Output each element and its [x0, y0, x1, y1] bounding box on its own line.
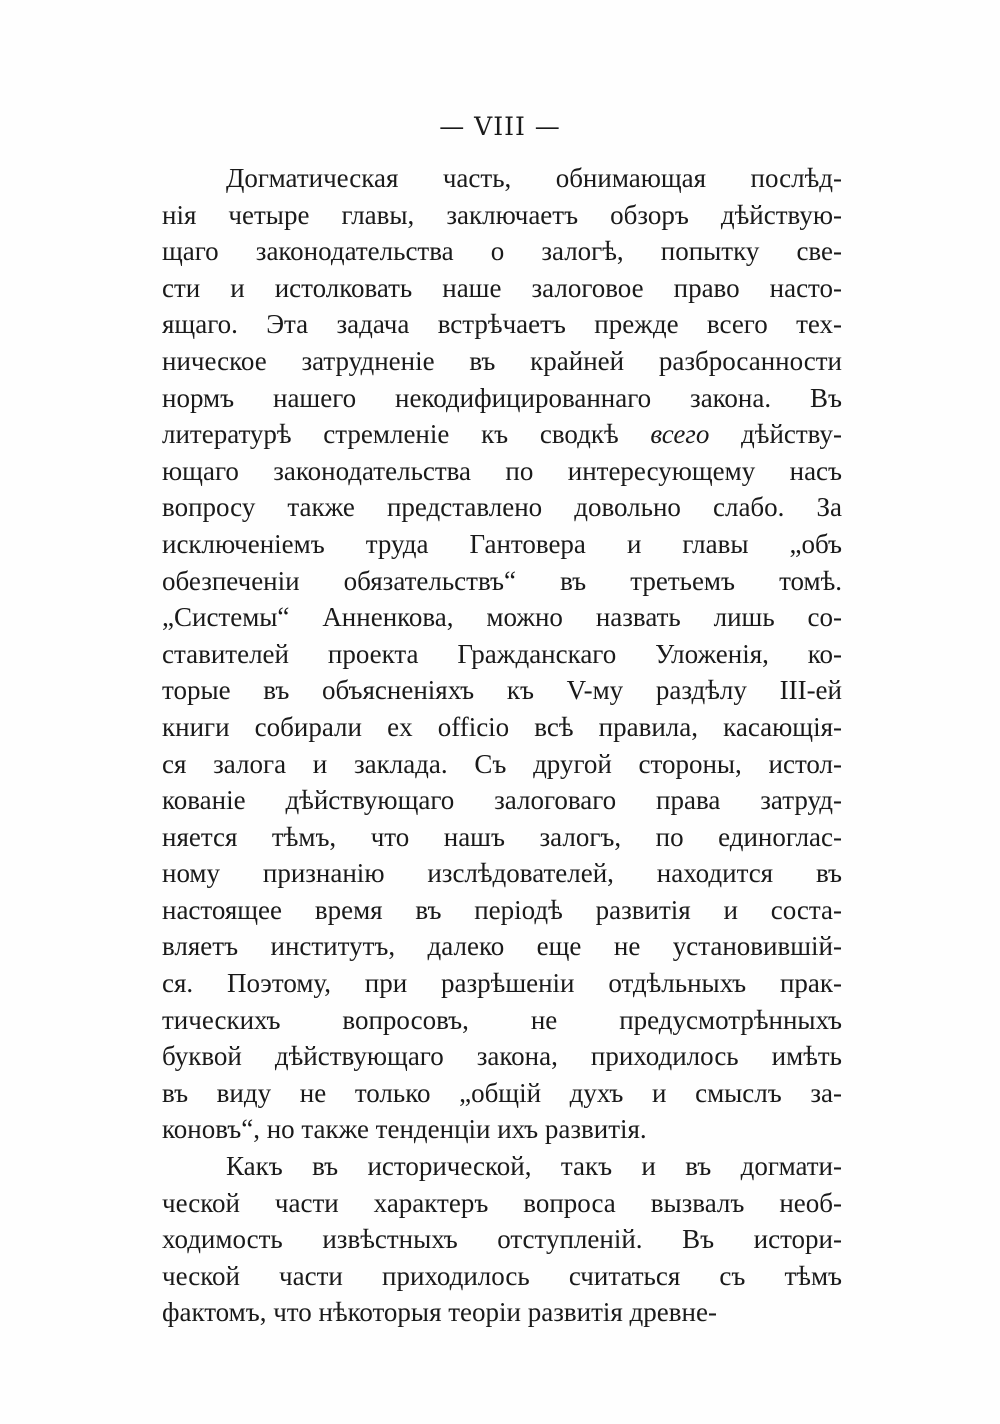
text-line: Догматическая часть, обнимающая послѣд- [226, 163, 842, 193]
paragraph [162, 1148, 842, 1331]
text-line: фактомъ, что нѣкоторыя теоріи развитія древне- [162, 1297, 717, 1328]
text-line: тическихъ вопросовъ, не предусмотрѣнныхъ [162, 1004, 842, 1035]
text-line: ящаго. Эта задача встрѣчаетъ прежде всего тех- [162, 309, 842, 340]
text-line: Какъ въ исторической, такъ и въ догмати- [226, 1151, 842, 1182]
page-number: — VIII — [439, 112, 561, 141]
text-line: коновъ“, но также тенденціи ихъ развитія. [162, 1114, 647, 1145]
text-line: „Системы“ Анненкова, можно назвать лишь со- [162, 602, 842, 633]
text-line: вляетъ институтъ, далеко еще не установившій- [162, 931, 842, 962]
text-line: обезпеченіи обязательствъ“ въ третьемъ томѣ. [162, 565, 842, 596]
text-line: буквой дѣйствующаго закона, приходилось имѣть [162, 1041, 842, 1072]
text-line: исключеніемъ труда Гантовера и главы „объ [162, 528, 842, 559]
text-line: няется тѣмъ, что нашъ залогъ, по единоглас- [162, 821, 842, 852]
text-line: ческой части приходилось считаться съ тѣмъ [162, 1260, 842, 1291]
paragraph [162, 160, 842, 1148]
emphasis: всего [650, 419, 710, 450]
text-line: щаго законодательства о залогѣ, попытку све- [162, 236, 842, 267]
text-line: торые въ объясненіяхъ къ V-му раздѣлу III-ей [162, 675, 842, 706]
text-line: кованіе дѣйствующаго залоговаго права затруд- [162, 785, 842, 816]
text-line: ному признанію изслѣдователей, находится въ [162, 858, 842, 889]
text-line: ческой части характеръ вопроса вызвалъ необ- [162, 1187, 842, 1218]
text-line: литературѣ стремленіе къ сводкѣ всего дѣйству- [162, 419, 842, 450]
text-line: настоящее время въ періодѣ развитія и соста- [162, 894, 842, 925]
text-line: ническое затрудненіе въ крайней разбросанности [162, 345, 842, 376]
text-line: въ виду не только „общій духъ и смыслъ за- [162, 1077, 842, 1108]
text-line: нормъ нашего некодифицированнаго закона. Въ [162, 382, 842, 413]
text-line: нія четыре главы, заключаетъ обзоръ дѣйствую- [162, 199, 842, 230]
text-line: сти и истолковать наше залоговое право насто- [162, 272, 842, 303]
body-text [162, 160, 842, 1331]
text-line: вопросу также представлено довольно слабо. За [162, 492, 842, 523]
text-line: ставителей проекта Гражданскаго Уложенія, ко- [162, 638, 842, 669]
text-line: ся. Поэтому, при разрѣшеніи отдѣльныхъ прак- [162, 968, 842, 999]
text-line: ющаго законодательства по интересующему насъ [162, 455, 842, 486]
text-line: книги собирали ex officio всѣ правила, касающія- [162, 711, 842, 742]
text-line: ся залога и заклада. Съ другой стороны, истол- [162, 748, 842, 779]
text-line: ходимость извѣстныхъ отступленій. Въ истори- [162, 1224, 842, 1255]
